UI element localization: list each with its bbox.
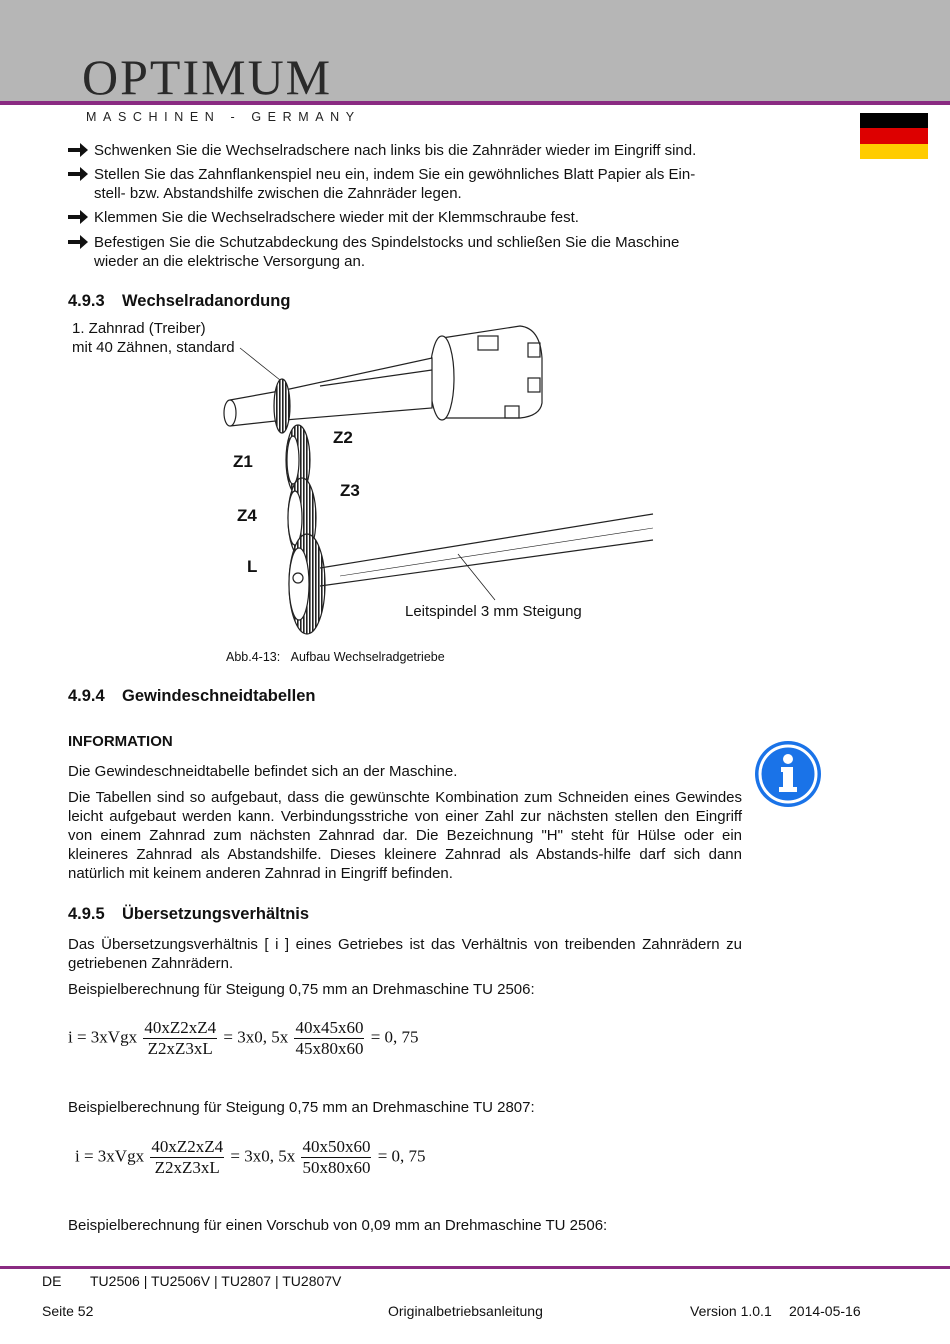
arrow-right-icon: [67, 209, 89, 225]
document-version: Version 1.0.1: [690, 1303, 772, 1319]
list-item: [67, 208, 747, 227]
list-item-text: Klemmen Sie die Wechselradschere wieder mit der Klemmschraube fest.: [94, 209, 579, 226]
arrow-right-icon: [67, 166, 89, 182]
formula: i = 3xVgx $\frac{40xZ2xZ4}{Z2xZ3xL}$ = 3x0, 5x $\frac{40x50x60}{50x80x60}$ = 0, 75: [75, 1137, 426, 1177]
list-item: [67, 233, 747, 271]
arrow-right-icon: [67, 234, 89, 250]
gear-label-l: L: [247, 557, 258, 576]
list-item-text: stell- bzw. Abstandshilfe zwischen die Zahnräder legen.: [94, 185, 462, 202]
section-heading: 4.9.3 Wechselradanordung: [68, 292, 291, 310]
gear-label-z1: Z1: [233, 452, 253, 471]
list-item: [67, 165, 747, 203]
list-item-text: wieder an die elektrische Versorgung an.: [94, 253, 365, 270]
info-paragraph: Die Tabellen sind so aufgebaut, dass die gewünschte Kombination zum Schneiden eines Gewindes leicht aufgebaut werden kann. Verbindungsstriche von einer Zahl zur nächsten stellen den Eingriff von einem Zahnrad zum nächsten Zahnrad dar. Die Bezeichnung "H" steht für Hülse oder ein kleineres Zahnrad als Abstandshilfe. Dieses kleinere Zahnrad als Abstands-hilfe darf sich dann natürlich mit keinem anderen Zahnrad in Eingriff befinden.: [68, 789, 742, 882]
list-item-text: Stellen Sie das Zahnflankenspiel neu ein, indem Sie ein gewöhnliches Blatt Papier als Ein-: [94, 166, 696, 183]
germany-flag-icon: [860, 113, 928, 159]
list-item-text: Befestigen Sie die Schutzabdeckung des Spindelstocks und schließen Sie die Maschine: [94, 234, 680, 251]
page-number: Seite 52: [42, 1303, 94, 1319]
document-date: 2014-05-16: [789, 1303, 861, 1319]
info-icon: [754, 740, 822, 808]
list-item: [67, 141, 747, 160]
footer-divider: [0, 1266, 950, 1269]
example-text: Beispielberechnung für einen Vorschub von 0,09 mm an Drehmaschine TU 2506:: [68, 1217, 608, 1234]
gear-label-z4: Z4: [237, 506, 257, 525]
figure-caption: Abb.4-13: Aufbau Wechselradgetriebe: [226, 650, 445, 664]
brand-tagline: MASCHINEN - GERMANY: [86, 110, 361, 124]
footer-language: DE: [42, 1273, 62, 1289]
section-heading: 4.9.5 Übersetzungsverhältnis: [68, 905, 310, 923]
gear-label-z3: Z3: [340, 481, 360, 500]
footer-models: TU2506 | TU2506V | TU2807 | TU2807V: [90, 1273, 342, 1289]
list-item-text: Schwenken Sie die Wechselradschere nach links bis die Zahnräder wieder im Eingriff sind.: [94, 142, 697, 159]
arrow-right-icon: [67, 142, 89, 158]
gear-label-z2: Z2: [333, 428, 353, 447]
example-text: Beispielberechnung für Steigung 0,75 mm an Drehmaschine TU 2506:: [68, 981, 535, 998]
section-heading: 4.9.4 Gewindeschneidtabellen: [68, 687, 316, 705]
document-title: Originalbetriebsanleitung: [388, 1303, 543, 1319]
leadscrew-label: Leitspindel 3 mm Steigung: [405, 603, 582, 620]
formula: i = 3xVgx $\frac{40xZ2xZ4}{Z2xZ3xL}$ = 3x0, 5x $\frac{40x45x60}{45x80x60}$ = 0, 75: [68, 1018, 419, 1058]
figure-callout: 1. Zahnrad (Treiber) mit 40 Zähnen, standard: [72, 320, 235, 356]
ratio-paragraph: Das Übersetzungsverhältnis [ i ] eines Getriebes ist das Verhältnis von treibenden Zahnrädern zu getriebenen Zahnrädern.: [68, 936, 742, 972]
info-paragraph: Die Gewindeschneidtabelle befindet sich an der Maschine.: [68, 763, 458, 780]
brand-logo: OPTIMUM: [82, 49, 333, 105]
info-heading: INFORMATION: [68, 733, 173, 750]
gear-train-diagram: [210, 318, 660, 638]
example-text: Beispielberechnung für Steigung 0,75 mm an Drehmaschine TU 2807:: [68, 1099, 535, 1116]
